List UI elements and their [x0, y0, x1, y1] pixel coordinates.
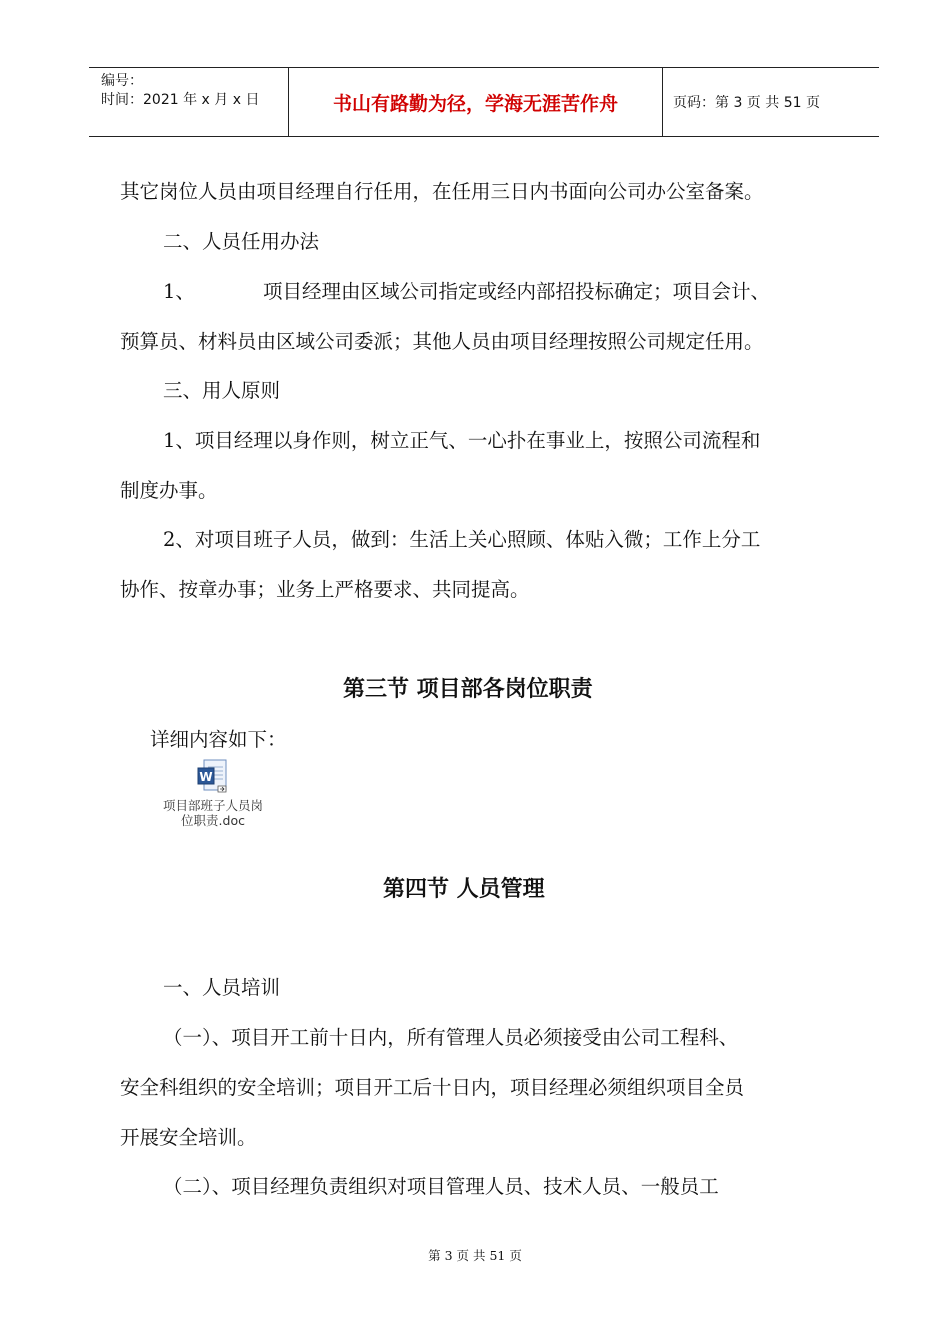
number-label: 编号： [101, 73, 143, 89]
list-number: 1、 [163, 280, 195, 303]
paragraph: 协作、按章办事；业务上严格要求、共同提高。 [120, 578, 530, 601]
attachment-name-line1: 项目部班子人员岗 [162, 798, 263, 813]
header-page-info: 页码：第 3 页 共 51 页 [673, 95, 820, 111]
paragraph: （二）、项目经理负责组织对项目管理人员、技术人员、一般员工 [163, 1175, 719, 1198]
paragraph: 项目经理由区域公司指定或经内部招投标确定；项目会计、 [263, 280, 771, 303]
section-heading: 二、人员任用办法 [163, 230, 320, 253]
paragraph: （一）、项目开工前十日内，所有管理人员必须接受由公司工程科、 [163, 1026, 739, 1049]
header-table [89, 67, 879, 137]
paragraph: 开展安全培训。 [120, 1126, 257, 1149]
paragraph: 2、对项目班子人员，做到：生活上关心照顾、体贴入微；工作上分工 [163, 528, 761, 551]
section-heading: 一、人员培训 [163, 976, 281, 999]
paragraph: 安全科组织的安全培训；项目开工后十日内，项目经理必须组织项目全员 [120, 1076, 745, 1099]
embedded-attachment[interactable] [150, 758, 276, 828]
chapter-heading-4: 第四节 人员管理 [383, 877, 545, 902]
paragraph: 详细内容如下： [150, 728, 287, 751]
paragraph: 1、项目经理以身作则，树立正气、一心扑在事业上，按照公司流程和 [163, 429, 761, 452]
paragraph: 其它岗位人员由项目经理自行任用，在任用三日内书面向公司办公室备案。 [120, 180, 764, 203]
chapter-heading-3: 第三节 项目部各岗位职责 [343, 677, 593, 702]
section-heading: 三、用人原则 [163, 379, 281, 402]
paragraph: 预算员、材料员由区域公司委派；其他人员由项目经理按照公司规定任用。 [120, 330, 764, 353]
time-label: 时间：2021 年 x 月 x 日 [101, 92, 260, 108]
page-footer: 第 3 页 共 51 页 [428, 1248, 522, 1263]
attachment-name-line2: 位职责.doc [181, 813, 245, 828]
motto: 书山有路勤为径，学海无涯苦作舟 [289, 68, 663, 136]
word-document-icon [196, 758, 230, 796]
header-meta-cell [89, 68, 289, 136]
svg-text:W: W [199, 770, 213, 784]
paragraph: 制度办事。 [120, 479, 218, 502]
